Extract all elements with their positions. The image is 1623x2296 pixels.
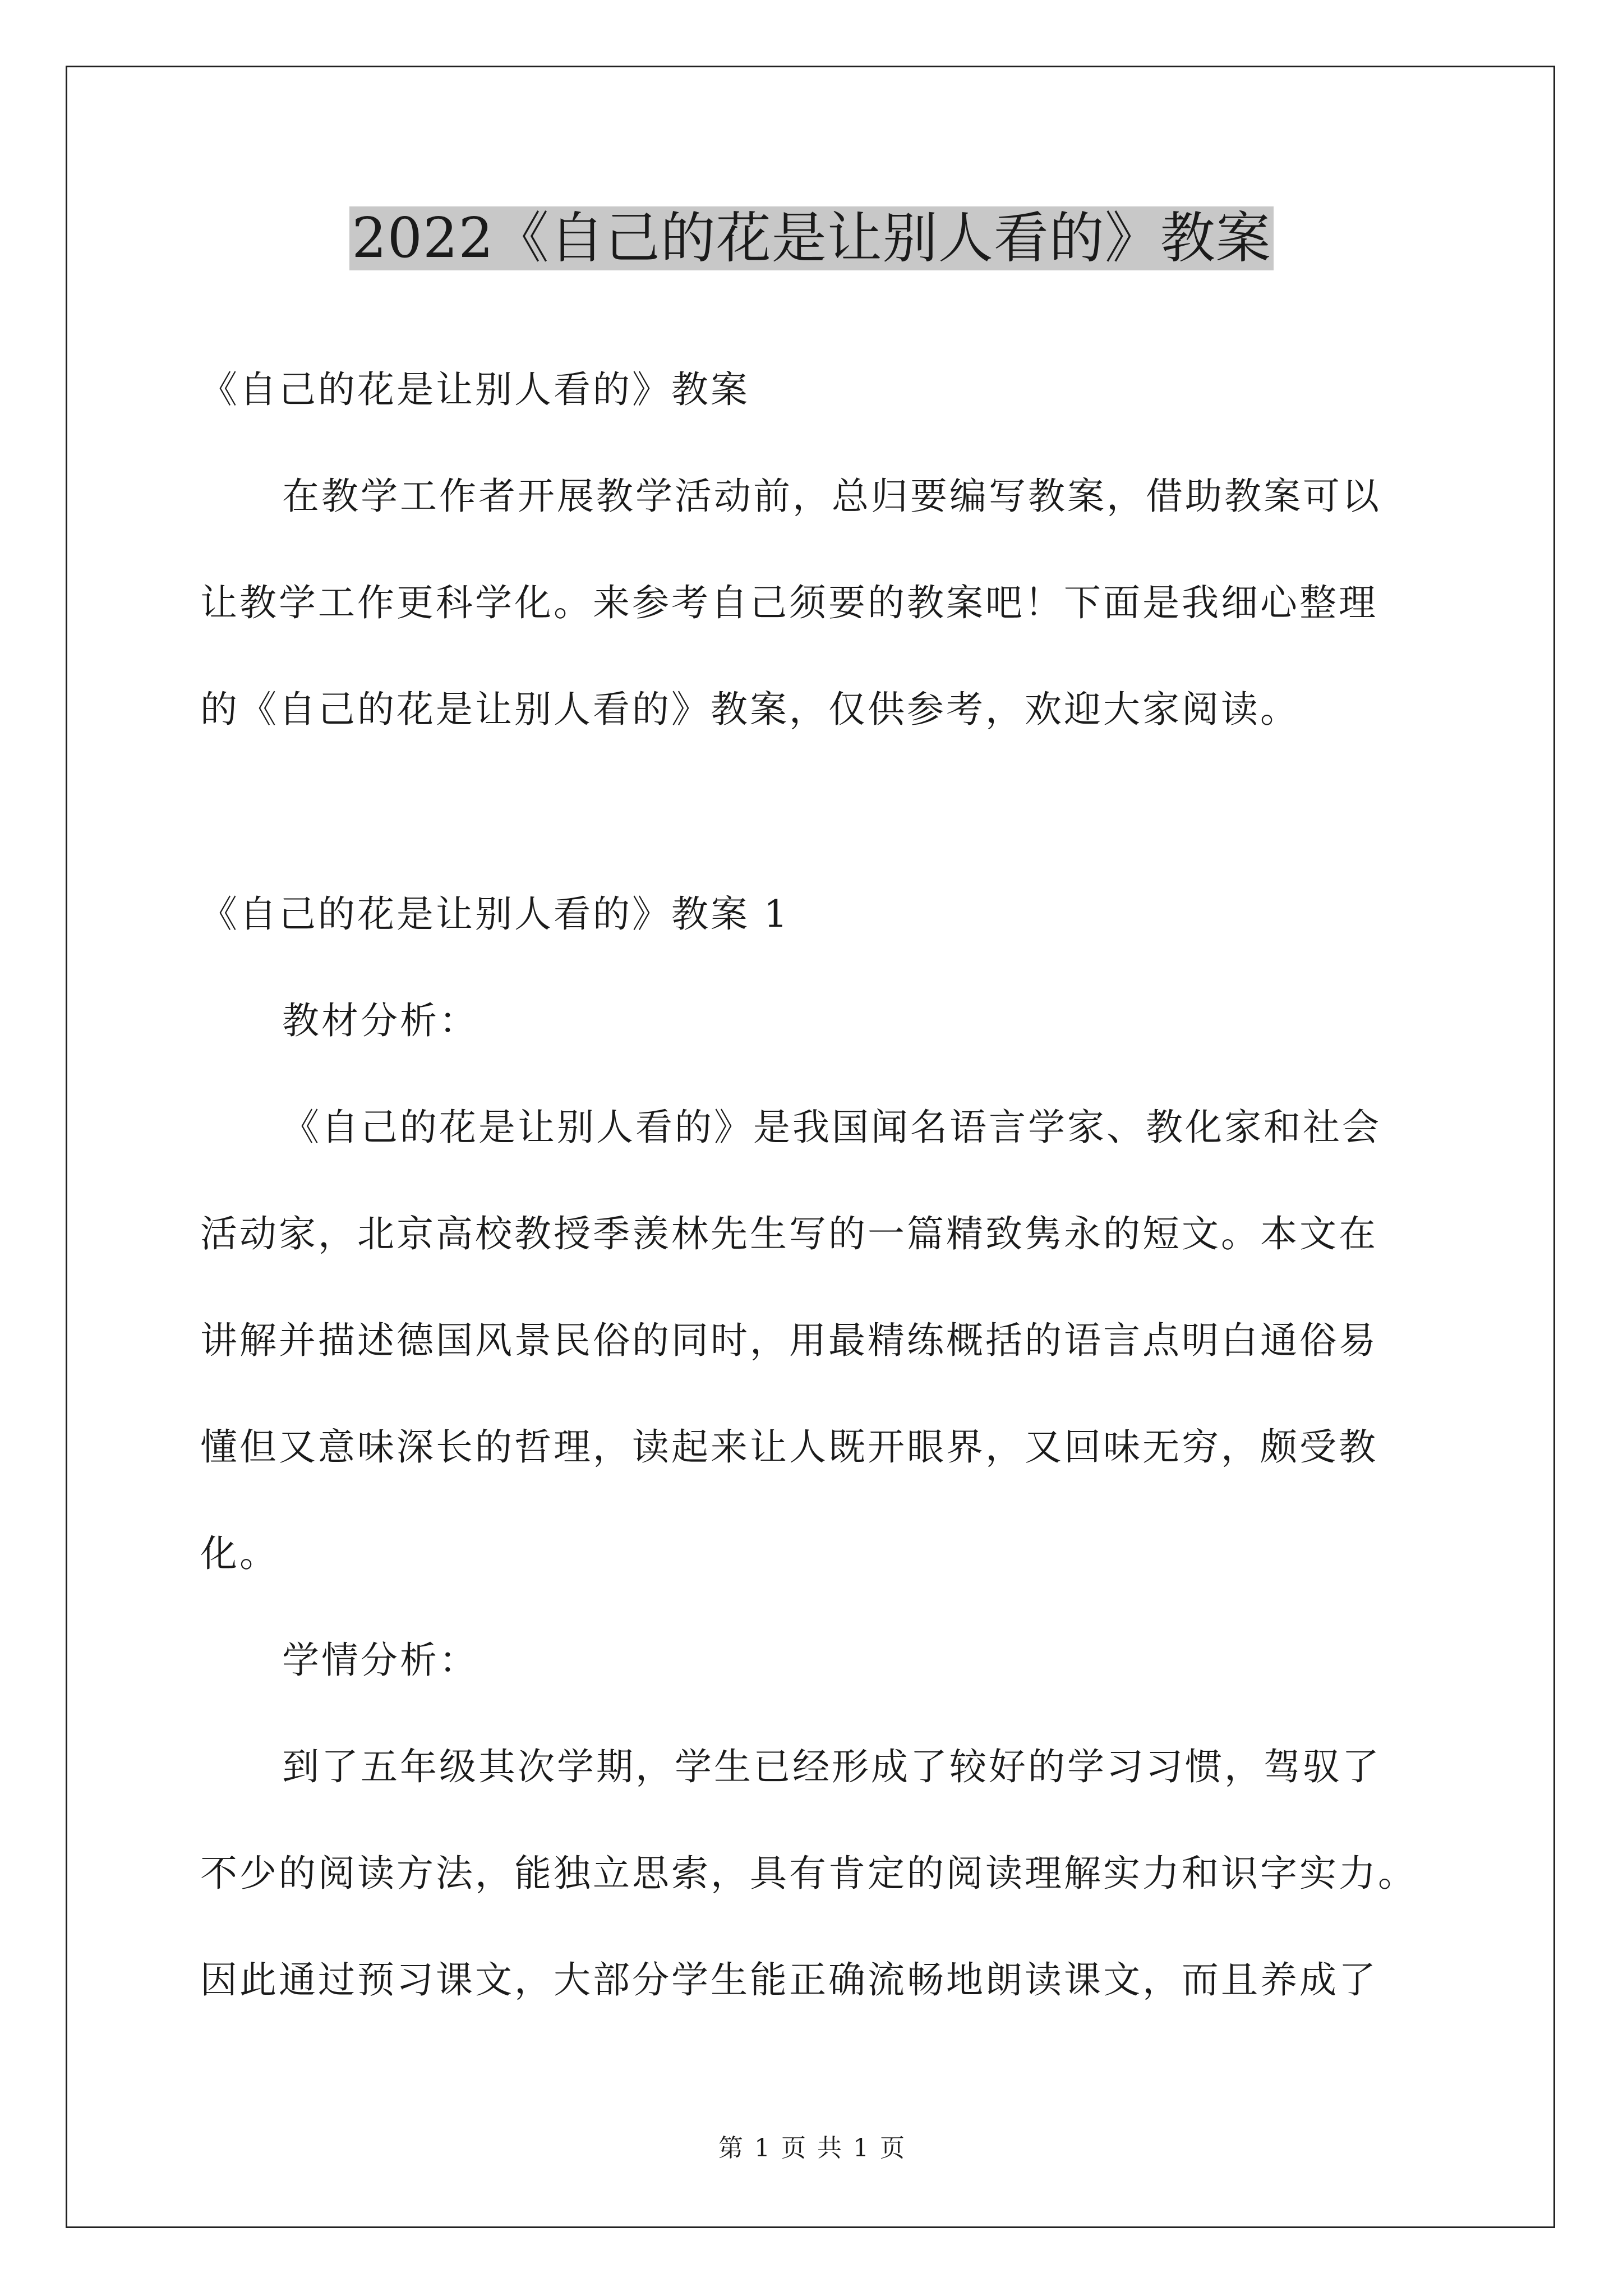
textbook-line-5: 化。 xyxy=(200,1532,279,1575)
textbook-line-4: 懂但又意味深长的哲理，读起来让人既开眼界，又回味无穷，颇受教 xyxy=(200,1425,1378,1469)
subtitle: 《自己的花是让别人看的》教案 xyxy=(200,368,750,411)
learner-line-3: 因此通过预习课文，大部分学生能正确流畅地朗读课文，而且养成了 xyxy=(200,1958,1378,2001)
title-text: 2022《自己的花是让别人看的》教案 xyxy=(349,206,1273,270)
learner-line-1: 到了五年级其次学期，学生已经形成了较好的学习习惯，驾驭了 xyxy=(282,1745,1381,1788)
learner-analysis-label: 学情分析： xyxy=(282,1639,478,1682)
textbook-line-2: 活动家，北京高校教授季羡林先生写的一篇精致隽永的短文。本文在 xyxy=(200,1212,1378,1255)
section-heading: 《自己的花是让别人看的》教案 1 xyxy=(200,892,790,936)
textbook-line-1: 《自己的花是让别人看的》是我国闻名语言学家、教化家和社会 xyxy=(282,1106,1381,1149)
intro-line-3: 的《自己的花是让别人看的》教案，仅供参考，欢迎大家阅读。 xyxy=(200,688,1299,731)
document-title xyxy=(0,202,1623,275)
intro-line-1: 在教学工作者开展教学活动前，总归要编写教案，借助教案可以 xyxy=(282,475,1381,518)
intro-line-2: 让教学工作更科学化。来参考自己须要的教案吧！下面是我细心整理 xyxy=(200,581,1378,624)
textbook-line-3: 讲解并描述德国风景民俗的同时，用最精练概括的语言点明白通俗易 xyxy=(200,1319,1378,1362)
learner-line-2: 不少的阅读方法，能独立思索，具有肯定的阅读理解实力和识字实力。 xyxy=(200,1852,1417,1895)
textbook-analysis-label: 教材分析： xyxy=(282,999,478,1042)
page-footer: 第 1 页 共 1 页 xyxy=(718,2134,905,2162)
